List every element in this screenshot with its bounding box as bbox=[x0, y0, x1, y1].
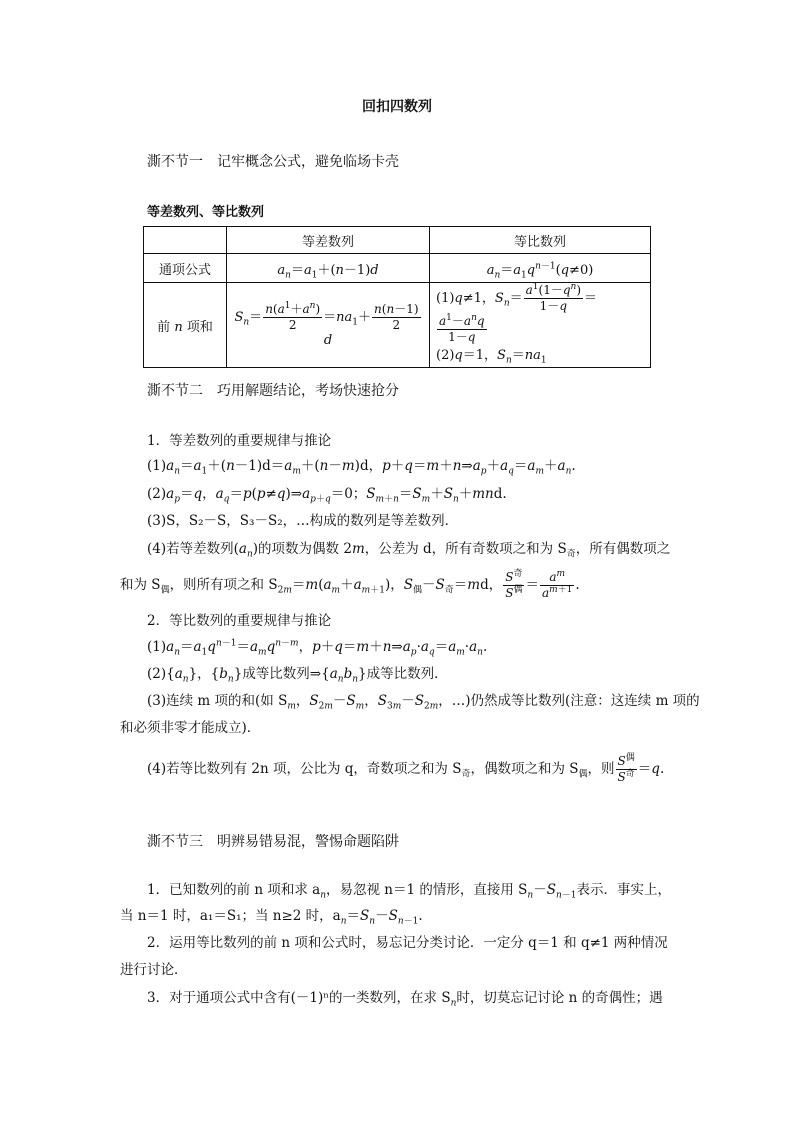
table-corner-cell bbox=[144, 227, 227, 254]
arith-sum-formula: $S_n=$ $\frac{n(a^1+a^n)}{2}$ $=na_1+$ $\frac{n(n-1)}{2}$ d bbox=[227, 283, 430, 368]
arith-rule-4-line2: 和为 $S_偶$，则所有项之和 $S_{2m}=m(a_m+a_{m+1})$，$S_偶-S_奇=md$， $\frac{S^奇}{S^偶}$ ＝ $\frac{a^m}{a^{m+1}}$ . bbox=[120, 569, 580, 600]
geom-rule-1: $(1)a_n=a_1q^{n-1}=a_mq^{n-m}$，$p+q=m+n\Rightarrow a_p\cdot a_q=a_m\cdot a_n$. bbox=[147, 638, 488, 658]
pitfall-1-line1: 1．已知数列的前 n 项和求 $a_n$，易忽视 n＝1 的情形，直接用 $S_n-S_{n-1}$表示．事实上， bbox=[147, 882, 671, 901]
arith-rule-4-line1: (4)若等差数列$(a_n)$的项数为偶数 2m，公差为 d，所有奇数项之和为 $S_奇$，所有偶数项之 bbox=[147, 541, 671, 560]
geom-rule-2: $(2)\{a_n\}$，$\{b_n\}$成等比数列$\Rightarrow\{a_nb_n\}$成等比数列． bbox=[147, 666, 448, 685]
section3-heading: 澌不节三 明辨易错易混，警惕命题陷阱 bbox=[147, 834, 399, 850]
arith-rules-heading: 1．等差数列的重要规律与推论 bbox=[147, 433, 332, 449]
table-row-general-term bbox=[144, 254, 651, 283]
column-header-arithmetic: 等差数列 bbox=[227, 227, 430, 254]
pitfall-1-line2: 当 n＝1 时，a₁＝S₁；当 n≥2 时，$a_n=S_n-S_{n-1}$. bbox=[120, 908, 423, 927]
geom-rules-heading: 2．等比数列的重要规律与推论 bbox=[147, 613, 332, 629]
geom-rule-4: (4)若等比数列有 2n 项，公比为 q，奇数项之和为 $S_奇$，偶数项之和为 $S_偶$，则 $\frac{S^偶}{S^奇}$ ＝q. bbox=[147, 753, 665, 784]
geom-general-term-formula: $a_n=a_1q^{n-1}(q\ne 0)$ bbox=[430, 254, 651, 283]
section1-heading: 澌不节一 记牢概念公式，避免临场卡壳 bbox=[147, 154, 399, 170]
arith-rule-3: (3)S，S₂－S，S₃－S₂，…构成的数列是等差数列． bbox=[147, 513, 459, 529]
table-header-row bbox=[144, 227, 651, 254]
geom-sum-formula: (1)q≠1，$S_n=$ $\frac{a^1(1-q^n)}{1-q}$ ＝ $\frac{a^1-a^nq}{1-q}$ (2)q＝1，$S_n=na_1$ bbox=[430, 283, 651, 368]
geom-rule-3-line1: (3)连续 m 项的和(如 $S_m$，$S_{2m}-S_m$，$S_{3m}-S_{2m}$，…)仍然成等比数列(注意：这连续 m 项的 bbox=[147, 693, 700, 712]
pitfall-2-line2: 进行讨论． bbox=[120, 962, 188, 978]
table-row-sum bbox=[144, 283, 651, 368]
row-label-sum: 前 n 项和 bbox=[144, 283, 227, 368]
arith-rule-2: $(2)a_p=q$，$a_q=p(p\ne q)\Rightarrow a_{p+q}=0$；$S_{m+n}=S_m+S_n+mnd$. bbox=[147, 486, 507, 505]
arith-general-term-formula: $a_n=a_1+(n-1)d$ bbox=[227, 254, 430, 283]
arith-rule-1: $(1)a_n=a_1+(n-1)d=a_m+(n-m)d$，$p+q=m+n\Rightarrow a_p+a_q=a_m+a_n$. bbox=[147, 458, 576, 477]
page-title: 回扣四数列 bbox=[362, 99, 432, 115]
pitfall-3-line1: 3．对于通项公式中含有(－1)ⁿ的一类数列，在求 $S_n$时，切莫忘记讨论 n 的奇偶性；遇 bbox=[147, 990, 663, 1009]
geom-rule-3-line2: 和必须非零才能成立)． bbox=[120, 720, 261, 736]
section2-heading: 澌不节二 巧用解题结论，考场快速抢分 bbox=[147, 383, 399, 399]
row-label-general-term: 通项公式 bbox=[144, 254, 227, 283]
pitfall-2-line1: 2．运用等比数列的前 n 项和公式时，易忘记分类讨论．一定分 q＝1 和 q≠1 两种情况 bbox=[147, 935, 668, 951]
formula-table bbox=[143, 226, 651, 368]
table-caption: 等差数列、等比数列 bbox=[147, 205, 265, 220]
column-header-geometric: 等比数列 bbox=[430, 227, 651, 254]
